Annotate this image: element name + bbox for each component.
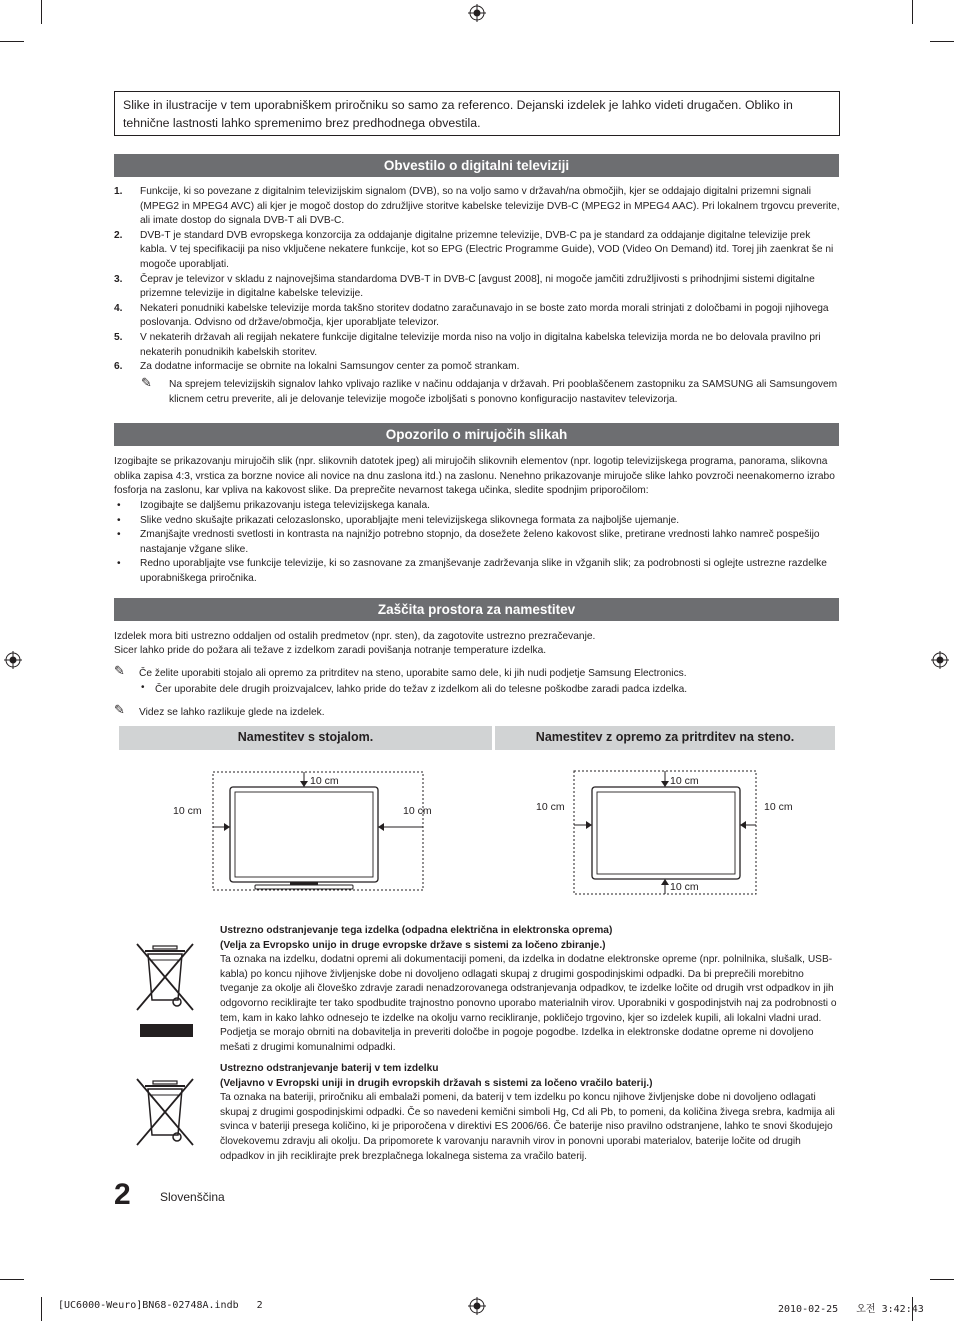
weee-disposal-text: Ustrezno odstranjevanje tega izdelka (odpadna električna in elektronska oprema) (Velja za Evropsko unijo in druge evropske države s sistemi za ločeno zbiranje.) Ta oznaka na izdelku, dodatni opremi ali dokumentaciji pomeni, da izdelka in dodatne elektronske opreme (npr. polnilnika, slušalk, USB-kabla) po koncu njihove življenjske dobe ni dovoljeno odlagati skupaj z drugimi gospodinjskimi odpadki. Da bi preprečili morebitno tveganje za okolje ali človeško zdravje zaradi nenadzorovanega odstranjevanja odpadkov, te izdelke ločite od drugih vrst odpadkov in jih odgovorno reciklirajte ter tako spodbudite trajnostno ponovno uporabo materialnih virov. Uporabniki v gospodinjstvih naj za podrobnosti o tem, kam in kako lahko odnesejo te izdelke na okolju varno recikliranje, pokličejo trgovino, kjer so izdelek kupili, ali lokalni vladni urad. Podjetja se morajo obrniti na dobavitelja in preveriti določbe in pogoje pogodbe. Izdelka in elektronske dodatne opreme ni dovoljeno mešati z drugimi komunalnimi odpadki. [220, 925, 837, 1053]
list-item: 6. Za dodatne informacije se obrnite na lokalni Samsungov center za pomoč strankam. [114, 361, 520, 373]
crop-mark [41, 0, 42, 24]
crop-mark [930, 1279, 954, 1280]
battery-disposal-text: Ustrezno odstranjevanje baterij v tem izdelku (Veljavno v Evropski uniji in drugih evropskih državah s sistemi za ločeno vračilo baterij.) Ta oznaka na bateriji, priročniku ali embalaži pomeni, da baterij v tem izdelku po koncu njihove življenjske dobe ni dovoljeno odlagati skupaj z drugimi gospodinjskimi odpadki. Če so navedeni kemični simboli Hg, Cd ali Pb, to pomeni, da količina živega srebra, kadmija ali svinca v bateriji presega količino, ki je priporočena v direktivi ES 2006/66. Če baterije niso pravilno odstranjene, lahko te snovi škodujejo človekovemu zdravju ali okolju. Da pripomorete k varovanju naravnih virov in ponovni uporabi materialov, baterije ločite od drugih odpadkov in jih reciklirajte prek brezplačnega lokalnega sistema za vračilo baterij. [220, 1063, 835, 1162]
language-label: Slovenščina [160, 1190, 225, 1204]
reception-note: Na sprejem televizijskih signalov lahko vplivajo razlike v načinu oddajanja v državah. Pri pooblaščenem zastopniku za SAMSUNG ali Samsungovem klicnem cetru preverite, ali je delovanje televizije mogoče izboljšati s ponovno konfiguracijo nastavitev televizorja. [169, 379, 838, 405]
crossed-out-battery-bin-icon [133, 1077, 197, 1149]
dimension-label: 10 cm [764, 801, 793, 813]
crop-mark [41, 1297, 42, 1321]
section-title-still-image: Opozorilo o mirujočih slikah [114, 423, 839, 446]
print-file-name: [UC6000-Weuro]BN68-02748A.indb 2 [58, 1300, 263, 1311]
note-pencil-icon: ✎ [114, 702, 125, 717]
dimension-label: 10 cm [173, 805, 202, 817]
registration-mark-icon [468, 1297, 486, 1315]
list-item: 5. V nekaterih državah ali regijah nekatere funkcije digitalne televizije morda niso na voljo in digitalna kabelska televizija morda ne bo delovala pravilno pri nekaterih ponudnikih kabelskih storitev. [114, 331, 821, 358]
installation-line-1: Izdelek mora biti ustrezno oddaljen od ostalih predmetov (npr. sten), da zagotovite ustrezno prezračevanje. [114, 631, 596, 642]
crop-mark [0, 1279, 24, 1280]
bullet-icon: • [141, 682, 145, 693]
digital-tv-list [114, 185, 840, 375]
list-item: 2. DVB-T je standard DVB evropskega konzorcija za oddajanje digitalne prizemne televizije, DVB-C pa je standard za oddajanje digitalne televizije prek kabla. V tej specifikaciji pa niso vključene nekatere funkcije, kot so EPG (Electric Programme Guide), VOD (Video On Demand) itd. Torej jih zaenkrat še ni mogoče uporabljati. [114, 229, 834, 270]
dimension-label: 10 cm [310, 775, 339, 787]
still-image-bullets [114, 499, 840, 587]
crop-mark [912, 0, 913, 24]
section-title-installation-space: Zaščita prostora za namestitev [114, 598, 839, 621]
samsung-parts-note: Če želite uporabiti stojalo ali opremo za pritrditev na steno, uporabite samo dele, ki jih nudi podjetje Samsung Electronics. [139, 668, 687, 679]
section-title-digital-tv: Obvestilo o digitalni televiziji [114, 154, 839, 177]
list-item: 4. Nekateri ponudniki kabelske televizije morda takšno storitev dodatno zaračunavajo in se boste zato morda morali strinjati z določbami in pogoji njihovega poslovanja. Odvisno od države/območja, kjer uporabljate televizor. [114, 302, 829, 329]
list-item: • Zmanjšajte vrednosti svetlosti in kontrasta na najnižjo potrebno stopnjo, da dosežete želeno kakovost slike, pretirane vrednosti lahko namreč pospešijo nastajanje vžgane slike. [114, 528, 840, 557]
page-number: 2 [114, 1178, 131, 1211]
list-item: • Redno uporabljajte vse funkcije televizije, ki so zasnovane za zmanjševanje zadrževanja slike in vžganih slik; za podrobnosti si oglejte ustrezne razdelke uporabniškega priročnika. [114, 557, 840, 586]
still-image-intro: Izogibajte se prikazovanju mirujočih slik (npr. slikovnih datotek jpeg) ali mirujočih slikovnih elementov (npr. logotip televizijskega programa, panorama, slikovna oblika zapisa 4:3, vrstica za borzne novice ali novice na dnu zaslona itd.) na zaslonu. Nenehno prikazovanje mirujoče slike lahko povzroči neenakomerno izrabo fosforja na zaslonu, kar vpliva na kakovost slike. Da preprečite nevarnost takega učinka, sledite spodnjim priporočilom: [114, 456, 835, 497]
crop-mark [930, 41, 954, 42]
dimension-label: 10 cm [403, 805, 432, 817]
dimension-label: 10 cm [670, 775, 699, 787]
list-item: • Slike vedno skušajte prikazati celozaslonsko, uporabljajte meni televizijskega slikovnega formata za najboljše ujemanje. [114, 514, 840, 529]
crossed-out-wheelie-bin-icon [133, 940, 197, 1040]
note-pencil-icon: ✎ [114, 663, 125, 678]
reference-notice: Slike in ilustracije v tem uporabniškem priročniku so samo za referenco. Dejanski izdelek je lahko videti drugačen. Obliko in tehnične lastnosti lahko spremenimo brez predhodnega obvestila. [114, 91, 840, 136]
appearance-note: Videz se lahko razlikuje glede na izdelek. [139, 707, 325, 718]
registration-mark-icon [4, 651, 22, 669]
list-item: 3. Čeprav je televizor v skladu z najnovejšima standardoma DVB-T in DVB-C [avgust 2008], ni mogoče jamčiti združljivosti s prihodnjimi sistemi digitalne prizemne televizije in digitalne kabelske televizije. [114, 273, 815, 300]
other-parts-warning: Čer uporabite dele drugih proizvajalcev, lahko pride do težav z izdelkom ali do telesne poškodbe zaradi padca izdelka. [155, 684, 688, 695]
installation-line-2: Sicer lahko pride do požara ali težave z izdelkom zaradi povišanja notranje temperature izdelka. [114, 645, 547, 656]
dimension-label: 10 cm [536, 801, 565, 813]
registration-mark-icon [468, 4, 486, 22]
note-pencil-icon: ✎ [141, 375, 152, 390]
print-timestamp: 2010-02-25 오전 3:42:43 [778, 1304, 924, 1315]
wall-mount-installation-header: Namestitev z opremo za pritrditev na steno. [495, 726, 835, 750]
dimension-label: 10 cm [670, 881, 699, 893]
registration-mark-icon [931, 651, 949, 669]
list-item: 1. Funkcije, ki so povezane z digitalnim televizijskim signalom (DVB), so na voljo samo v državah/na območjih, kjer se oddajajo digitalni prizemni signali (MPEG2 in MPEG4 AVC) ali kjer je mogoč dostop do združljive storitve kabelske televizije DVB-C (MPEG2 in MPEG4 AAC). Pri lokalnem trgovcu preverite, ali imate dostop do signala DVB-T ali DVB-C. [114, 186, 840, 227]
stand-installation-header: Namestitev s stojalom. [119, 726, 492, 750]
crop-mark [0, 41, 24, 42]
list-item: • Izogibajte se daljšemu prikazovanju istega televizijskega kanala. [114, 499, 840, 514]
